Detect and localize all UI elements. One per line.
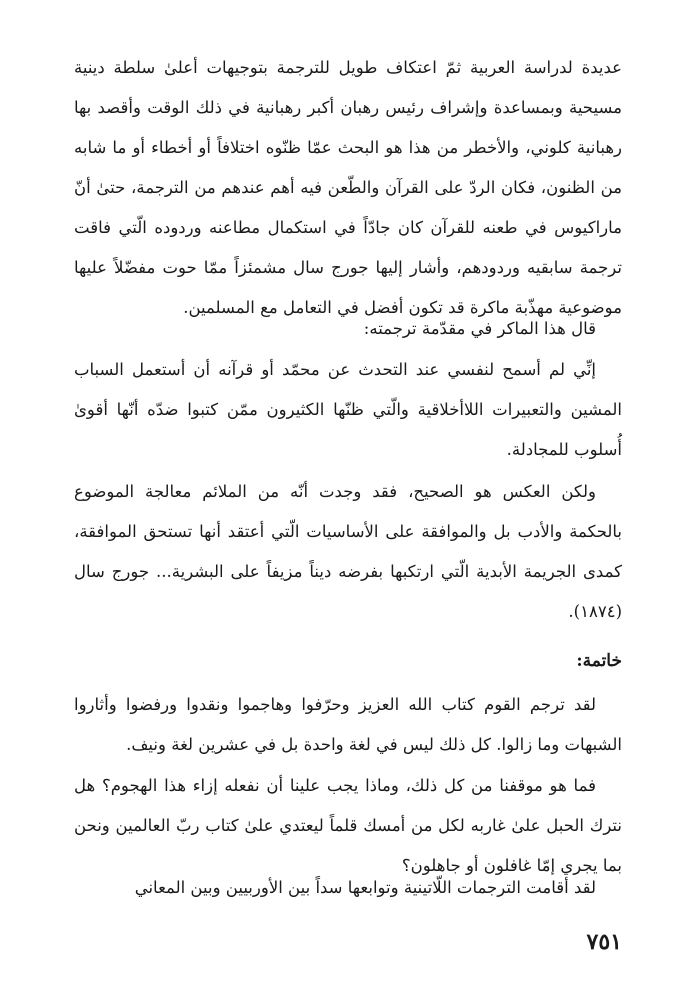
page-number: ٧٥١ xyxy=(586,929,622,955)
paragraph-conclusion-2: فما هو موقفنا من كل ذلك، وماذا يجب علينا أن نفعله إزاء هذا الهجوم؟ هل نترك الحبل علىٰ غاربه لكل من أمسك قلماً ليعتدي علىٰ كتاب ربّ العالمين ونحن بما يجري إمّا غافلون أو جاهلون؟ xyxy=(74,776,622,875)
paragraph-sale-quote-2: ولكن العكس هو الصحيح، فقد وجدت أنّه من الملائم معالجة الموضوع بالحكمة والأدب بل والموافقة على الأساسيات الّتي أعتقد أنها تستحق الموافقة، كمدى الجريمة الأبدية الّتي ارتكبها بفرضه ديناً مزيفاً على البشرية... جورج سال (١٨٧٤). xyxy=(74,482,622,621)
section-heading-conclusion: خاتمة: xyxy=(576,651,622,671)
paragraph-intro-quote: قال هذا الماكر في مقدّمة ترجمته: xyxy=(363,319,596,338)
paragraph-conclusion-1: لقد ترجم القوم كتاب الله العزيز وحرّفوا وهاجموا ونقدوا ورفضوا وأثاروا الشبهات وما زالوا. كل ذلك ليس في لغة واحدة بل في عشرين لغة ونيف. xyxy=(74,695,622,754)
paragraph-sale-quote-1: إنِّي لم أسمح لنفسي عند التحدث عن محمّد أو قرآنه أن أستعمل السباب المشين والتعبيرات اللاأخلاقية والّتي ظنّها الكثيرون ممّن كتبوا ضدّه أنّها أقوىٰ أُسلوب للمجادلة. xyxy=(74,360,622,459)
paragraph-conclusion-3: لقد أقامت الترجمات اللّاتينية وتوابعها سداً بين الأوربيين وبين المعاني xyxy=(134,878,596,897)
paragraph-translation-history: عديدة لدراسة العربية ثمّ اعتكاف طويل للترجمة بتوجيهات أعلىٰ سلطة دينية مسيحية وبمساعدة وإشراف رئيس رهبان أكبر رهبانية في ذلك الوقت وأقصد بها رهبانية كلوني، والأخطر من هذا هو البحث عمّا ظنّوه اختلافاً أو أخطاء أو ما شابه من الظنون، فكان الردّ على القرآن والطّعن فيه أهم عندهم من الترجمة، حتىٰ أنّ ماراكيوس في طعنه للقرآن كان جادّاً في استكمال مطاعنه وردوده الّتي فاقت ترجمة سابقيه وردودهم، وأشار إليها جورج سال مشمئزاً ممّا حوت مفضّلاً عليها موضوعية مهذّبة ماكرة قد تكون أفضل في التعامل مع المسلمين. xyxy=(74,58,622,317)
